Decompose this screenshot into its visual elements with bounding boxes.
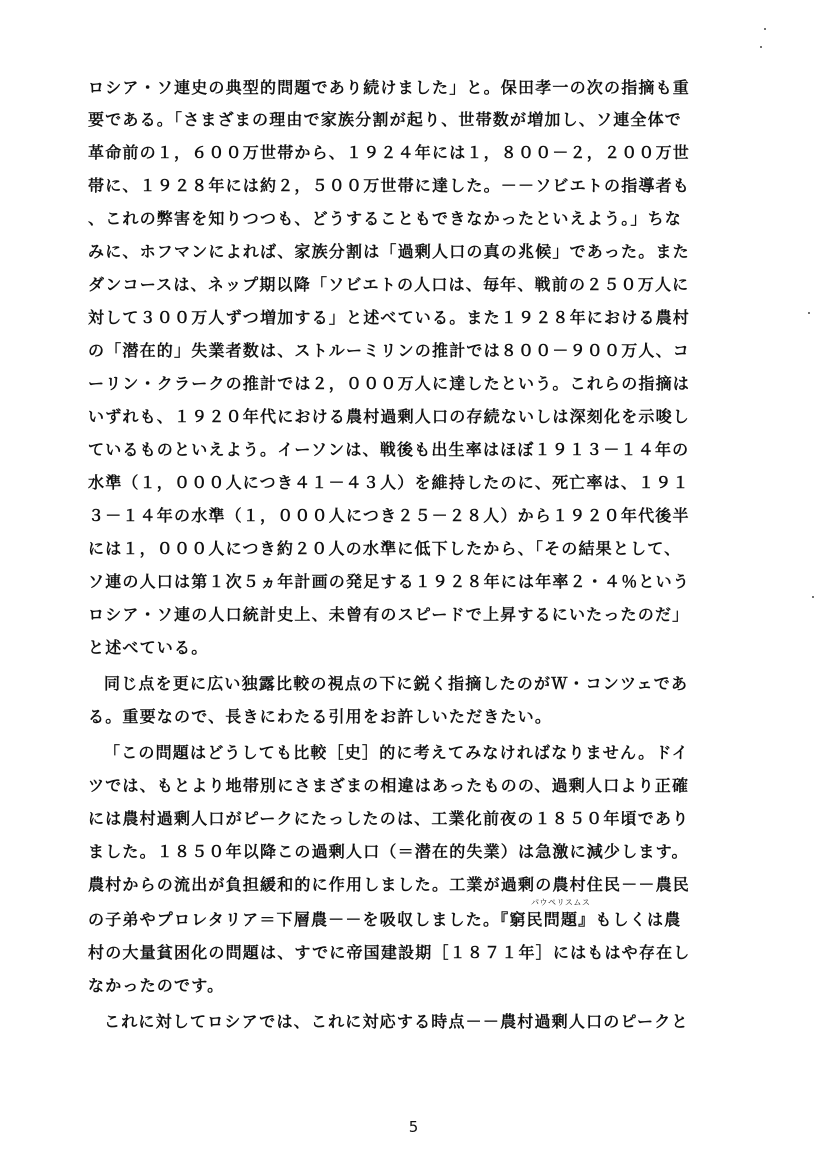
text-line: みに、ホフマンによれば、家族分割は「過剰人口の真の兆候」であった。また <box>88 242 690 261</box>
page-number: 5 <box>408 1118 419 1136</box>
text-line: 対して３００万人ずつ増加する」と述べている。また１９２８年における農村 <box>88 308 691 327</box>
text-line: ロシア・ソ連史の典型的問題であり続けました」と。保田孝一の次の指摘も重 <box>88 78 691 97</box>
text-line: には農村過剰人口がピークにたっしたのは、工業化前夜の１８５０年頃であり <box>88 809 690 828</box>
scan-speck <box>764 28 766 30</box>
text-line: 帯に、１９２８年には約２，５００万世帯に達した。－－ソビエトの指導者も <box>88 176 691 195</box>
text-line: ロシア・ソ連の人口統計史上、未曾有のスピードで上昇するにいたったのだ」 <box>88 605 690 624</box>
text-line: 革命前の１，６００万世帯から、１９２４年には１，８００－２，２００万世 <box>88 143 691 162</box>
text-line: 要である。「さまざまの理由で家族分割が起り、世帯数が増加し、ソ連全体で <box>88 110 683 129</box>
text-line: ３－１４年の水準（１，０００人につき２５－２８人）から１９２０年代後半 <box>88 506 690 525</box>
paragraph-start-line: これに対してロシアでは、これに対応する時点－－農村過剰人口のピークと <box>104 1012 689 1031</box>
text-line: なかったのです。 <box>88 976 225 995</box>
text-line: 、これの弊害を知りつつも、どうすることもできなかったといえよう。」ちな <box>88 209 683 228</box>
scan-speck <box>760 46 762 48</box>
text-line: 農村からの流出が負担緩和的に作用しました。工業が過剰の農村住民－－農民 <box>88 875 691 894</box>
text-line: ツでは、もとより地帯別にさまざまの相違はあったものの、過剰人口より正確 <box>88 776 690 795</box>
text-line: 水準（１，０００人につき４１－４３人）を維持したのに、死亡率は、１９１ <box>88 473 690 492</box>
text-line: の「潜在的」失業者数は、ストルーミリンの推計では８００－９００万人、コ <box>88 341 691 360</box>
text-line: る。重要なので、長きにわたる引用をお許しいただきたい。 <box>88 707 553 726</box>
scan-speck <box>812 596 814 598</box>
text-line: 村の大量貧困化の問題は、すでに帝国建設期［１８７１年］にはもはや存在し <box>88 943 691 962</box>
quote-start-line: 「この問題はどうしても比較［史］的に考えてみなければなりません。ドイ <box>104 743 689 762</box>
text-line: いずれも、１９２０年代における農村過剰人口の存続ないしは深刻化を示唆し <box>88 407 691 426</box>
text-line: と述べている。 <box>88 638 209 657</box>
paragraph-start-line: 同じ点を更に広い独露比較の視点の下に鋭く指摘したのがＷ・コンツェであ <box>104 674 689 693</box>
text-line: ーリン・クラークの推計では２，０００万人に達したという。これらの指摘は <box>88 374 691 393</box>
text-line: ソ連の人口は第１次５ヵ年計画の発足する１９２８年には年率２・４％という <box>88 572 691 591</box>
text-line: の子弟やプロレタリア＝下層農－－を吸収しました。『窮民問題』もしくは農 <box>88 910 682 929</box>
text-line: ました。１８５０年以降この過剰人口（＝潜在的失業）は急激に減少します。 <box>88 842 689 861</box>
text-line: ダンコースは、ネップ期以降「ソビエトの人口は、毎年、戦前の２５０万人に <box>88 275 690 294</box>
scan-speck <box>808 312 810 314</box>
text-line: には１，０００人につき約２０人の水準に低下したから、「その結果として、 <box>88 539 682 558</box>
ruby-annotation: パウペリスムス <box>531 898 591 907</box>
text-line: ているものといえよう。イーソンは、戦後も出生率はほぼ１９１３－１４年の <box>88 440 690 459</box>
